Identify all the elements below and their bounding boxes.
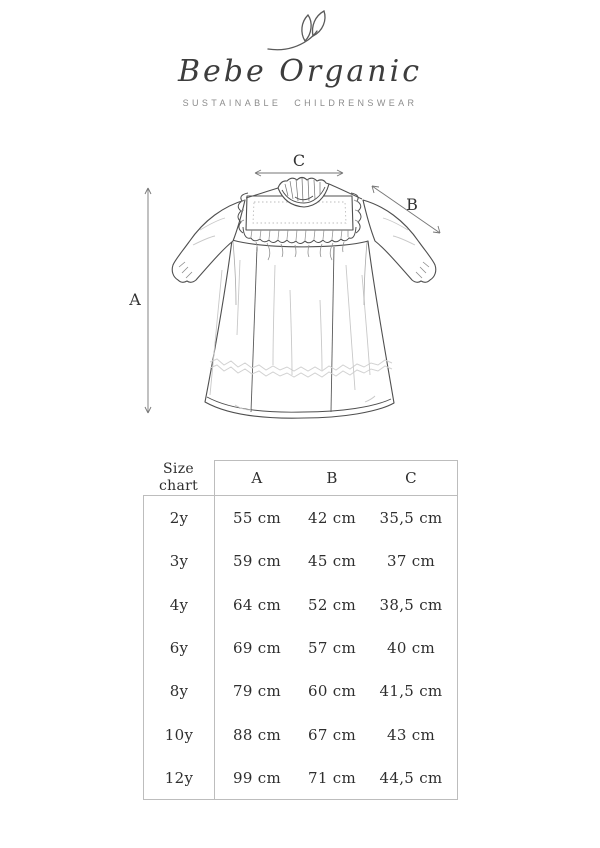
value-a: 88 cm <box>215 713 299 756</box>
column-header-b: B <box>299 460 365 496</box>
size-label: 2y <box>143 496 215 539</box>
value-c: 44,5 cm <box>365 757 458 800</box>
size-chart-table <box>143 460 458 800</box>
value-c: 41,5 cm <box>365 670 458 713</box>
value-b: 52 cm <box>299 583 365 626</box>
size-label: 12y <box>143 757 215 800</box>
column-header-c: C <box>365 460 458 496</box>
size-label: 4y <box>143 583 215 626</box>
value-b: 71 cm <box>299 757 365 800</box>
value-b: 42 cm <box>299 496 365 539</box>
value-b: 67 cm <box>299 713 365 756</box>
value-a: 64 cm <box>215 583 299 626</box>
brand-header <box>0 10 600 108</box>
value-a: 99 cm <box>215 757 299 800</box>
value-c: 38,5 cm <box>365 583 458 626</box>
measure-a-label: A <box>129 290 141 309</box>
value-c: 40 cm <box>365 626 458 669</box>
size-chart-corner-label: Size chart <box>143 460 215 496</box>
column-header-a: A <box>215 460 299 496</box>
value-c: 37 cm <box>365 539 458 582</box>
value-c: 35,5 cm <box>365 496 458 539</box>
value-a: 55 cm <box>215 496 299 539</box>
size-label: 8y <box>143 670 215 713</box>
value-a: 59 cm <box>215 539 299 582</box>
size-label: 10y <box>143 713 215 756</box>
dress-technical-drawing <box>115 150 460 450</box>
measure-a-arrow <box>145 188 151 413</box>
branch-sprig-icon <box>265 10 335 52</box>
size-label: 6y <box>143 626 215 669</box>
value-b: 60 cm <box>299 670 365 713</box>
brand-name: Bebe Organic <box>177 54 423 89</box>
value-b: 57 cm <box>299 626 365 669</box>
dress-skirt <box>205 240 394 418</box>
value-a: 69 cm <box>215 626 299 669</box>
measure-c-arrow <box>255 170 343 176</box>
size-label: 3y <box>143 539 215 582</box>
measure-c-label: C <box>292 151 306 170</box>
brand-tagline: SUSTAINABLE CHILDRENSWEAR <box>182 98 418 108</box>
value-c: 43 cm <box>365 713 458 756</box>
value-b: 45 cm <box>299 539 365 582</box>
value-a: 79 cm <box>215 670 299 713</box>
measure-b-label: B <box>406 195 418 214</box>
